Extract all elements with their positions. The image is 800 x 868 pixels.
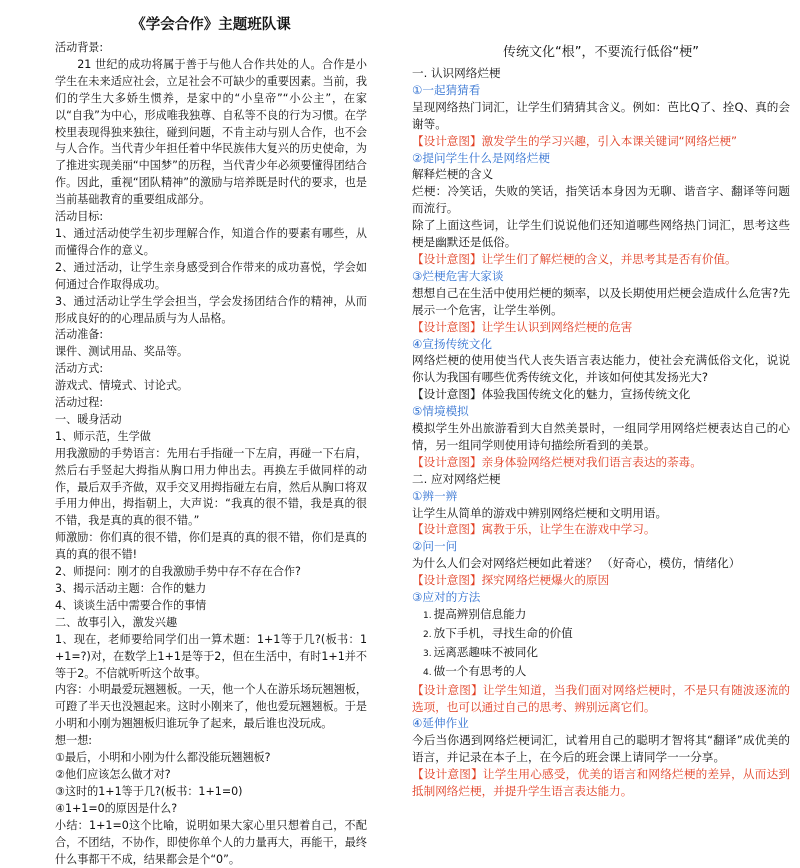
- question-item: ④1+1=0的原因是什么?: [55, 801, 178, 815]
- goal-item: 3、通过活动让学生学会担当，学会发扬团结合作的精神，从而形成良好的的心理品质与为人品格。: [55, 294, 367, 325]
- subsection-heading: ④延伸作业: [412, 716, 469, 731]
- step-text: 师激励：你们真的很不错，你们是真的真的很不错，你们是真的真的真的很不错!: [55, 531, 367, 562]
- think-label: 想一想:: [55, 734, 93, 748]
- right-lesson-plan: [412, 44, 790, 800]
- list-item: 1. 提高辨别信息能力: [423, 607, 527, 621]
- process-label: 活动过程:: [55, 396, 104, 410]
- left-title: 《学会合作》主题班队课: [131, 17, 291, 33]
- prep-label: 活动准备:: [55, 328, 104, 342]
- subsection-heading: ④宣扬传统文化: [412, 336, 492, 351]
- body-text: 呈现网络热门词汇，让学生们猜猜其含义。例如：芭比Q了、拴Q、真的会谢等。: [412, 99, 790, 131]
- step-heading: 4、谈谈生活中需要合作的事情: [55, 598, 207, 612]
- subsection-heading: ①辨一辨: [412, 488, 458, 503]
- goal-label: 活动目标:: [55, 210, 104, 224]
- section-heading: 二. 应对网络烂梗: [412, 471, 501, 486]
- step-heading: 2、师提问：刚才的自我激励手势中存不存在合作?: [55, 565, 301, 579]
- section-heading: 一、暖身活动: [55, 412, 122, 426]
- goal-item: 2、通过活动，让学生亲身感受到合作带来的成功喜悦，学会如何通过合作取得成功。: [55, 260, 367, 291]
- background-text: 21 世纪的成功将属于善于与他人合作共处的人。合作是小学生在未来适应社会，立足社会不可缺少的重要因素。当前，我们的学生大多娇生惯养，是家中的“小皇帝”“小公主”，在家以“自我”为中心，形成唯我独尊、自私等不良的行为习惯。在学校里表现得独来独往，碰到问题，不肯主动与别人合作，也不会与人合作。当代青少年担任着中华民族伟大复兴的历史使命，为了推进实现美丽“中国梦”的历程，当代青少年必须要懂得团结合作。因此，重视“团队精神”的激励与培养既是时代的要求，也是当前基础教育的重要组成部分。: [55, 57, 367, 207]
- design-intent: 【设计意图】让学生们了解烂梗的含义，并思考其是否有价值。: [412, 251, 737, 266]
- design-intent: 【设计意图】让学生知道，当我们面对网络烂梗时，不是只有随波逐流的选项，也可以通过自己的思考、辨别远离它们。: [412, 682, 790, 714]
- design-intent: 【设计意图】让学生认识到网络烂梗的危害: [412, 319, 633, 334]
- section-heading: 二、故事引入，激发兴趣: [55, 615, 178, 629]
- left-lesson-plan: [55, 16, 367, 868]
- subsection-heading: ③烂梗危害大家谈: [412, 268, 504, 283]
- design-intent: 【设计意图】体验我国传统文化的魅力，宣扬传统文化: [412, 387, 691, 402]
- right-title: 传统文化“根”，不要流行低俗“梗”: [503, 45, 699, 60]
- question-item: ③这时的1+1等于几?(板书：1+1=0): [55, 784, 243, 798]
- method-text: 游戏式、情境式、讨论式。: [55, 379, 189, 393]
- design-intent: 【设计意图】激发学生的学习兴趣，引入本课关键词“网络烂梗”: [412, 133, 738, 148]
- method-list: [412, 606, 790, 682]
- background-label: 活动背景:: [55, 41, 104, 54]
- design-intent: 【设计意图】寓教于乐，让学生在游戏中学习。: [412, 522, 656, 537]
- subsection-heading: ②问一问: [412, 539, 458, 554]
- body-text: 让学生从简单的游戏中辨别网络烂梗和文明用语。: [412, 505, 668, 520]
- subsection-heading: ③应对的方法: [412, 590, 481, 605]
- step-heading: 1、师示范，生学做: [55, 429, 151, 443]
- list-item: 2. 放下手机，寻找生命的价值: [423, 625, 573, 640]
- body-text: 烂梗：冷笑话，失败的笑话，指笑话本身因为无聊、谐音字、翻译等问题而流行。: [412, 184, 790, 216]
- summary-text: 小结：1+1=0这个比喻，说明如果大家心里只想着自己，不配合，不团结，不协作，即使你单个人的力量再大，再能干，最终什么事都干不成，结果都会是个“0”。: [55, 818, 367, 866]
- question-item: ①最后，小明和小刚为什么都没能玩翘翘板?: [55, 751, 271, 765]
- body-text: 网络烂梗的使用使当代人丧失语言表达能力，使社会充满低俗文化，说说你认为我国有哪些优秀传统文化，并该如何使其发扬光大?: [412, 353, 790, 385]
- design-intent: 【设计意图】亲身体验网络烂梗对我们语言表达的荼毒。: [412, 454, 702, 469]
- body-text: 解释烂梗的含义: [412, 167, 494, 182]
- story-content: 内容：小明最爱玩翘翘板。一天，他一个人在游乐场玩翘翘板，可蹬了半天也没翘起来。这时小刚来了，他也爱玩翘翘板。于是小明和小刚为翘翘板归谁玩争了起来，最后谁也没玩成。: [55, 683, 367, 731]
- body-text: 今后当你遇到网络烂梗词汇，试着用自己的聪明才智将其“翻译”成优美的语言，并记录在本子上，在今后的班会课上请同学一一分享。: [412, 733, 790, 765]
- step-heading: 3、揭示活动主题：合作的魅力: [55, 582, 207, 595]
- body-text: 为什么人们会对网络烂梗如此着迷？ （好奇心，模仿，情绪化）: [412, 556, 741, 571]
- list-item: 3. 远离恶趣味不被同化: [423, 644, 538, 659]
- section-heading: 一. 认识网络烂梗: [412, 66, 501, 80]
- body-text: 想想自己在生活中使用烂梗的频率，以及长期使用烂梗会造成什么危害?先展示一个危害，让学生举例。: [412, 285, 790, 317]
- step-text: 用我激励的手势语言：先用右手指碰一下左肩，再碰一下右肩，然后右手竖起大拇指从胸口用力伸出去。再换左手做同样的动作，最后双手齐做，双手交叉用拇指碰左右肩，然后从胸口将双手用力伸出，拇指朝上，大声说：“我真的很不错，我是真的很不错，我是真的真的很不错。”: [55, 446, 367, 528]
- subsection-heading: ①一起猜猜看: [412, 82, 481, 97]
- subsection-heading: ⑤情境模拟: [412, 404, 469, 419]
- body-text: 模拟学生外出旅游看到大自然美景时，一组同学用网络烂梗表达自己的心情，另一组同学则使用诗句描绘所看到的美景。: [412, 421, 790, 452]
- goal-item: 1、通过活动使学生初步理解合作，知道合作的要素有哪些，从而懂得合作的意义。: [55, 226, 367, 257]
- design-intent: 【设计意图】让学生用心感受，优美的语言和网络烂梗的差异，从而达到抵制网络烂梗，并提升学生语言表达能力。: [412, 767, 790, 799]
- design-intent: 【设计意图】探究网络烂梗爆火的原因: [412, 573, 610, 588]
- question-item: ②他们应该怎么做才对?: [55, 767, 171, 781]
- body-text: 除了上面这些词，让学生们说说他们还知道哪些网络热门词汇，思考这些梗是幽默还是低俗。: [412, 218, 790, 250]
- subsection-heading: ②提问学生什么是网络烂梗: [412, 150, 550, 165]
- prep-text: 课件、测试用品、奖品等。: [55, 345, 189, 359]
- method-label: 活动方式:: [55, 362, 104, 376]
- step-text: 1、现在，老师要给同学们出一算术题：1+1等于几?(板书：1+1=?)对，在数学上1+1是等于2，但在生活中，有时1+1并不等于2。不信就听听这个故事。: [55, 632, 367, 680]
- list-item: 4. 做一个有思考的人: [423, 663, 527, 678]
